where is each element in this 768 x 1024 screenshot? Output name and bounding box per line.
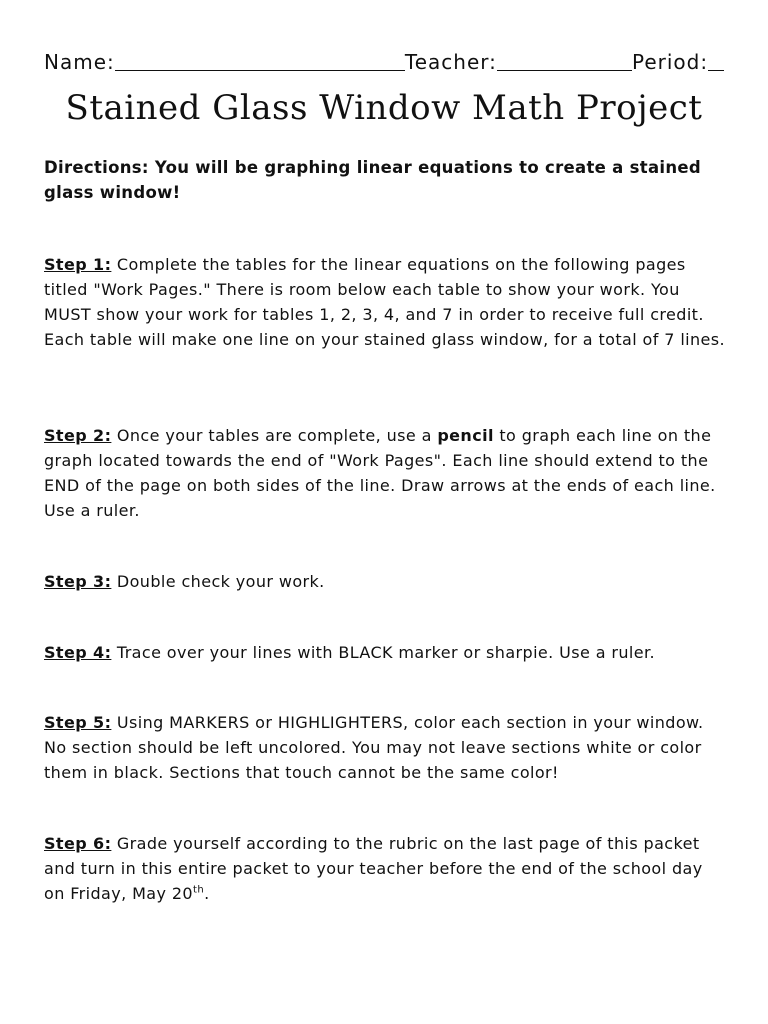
step-4-label: Step 4:: [44, 643, 112, 662]
step-5-label: Step 5:: [44, 713, 112, 732]
step-2-label: Step 2:: [44, 426, 112, 445]
step-2: [44, 423, 726, 523]
step-2-bold-word: pencil: [437, 426, 494, 445]
period-label: Period:: [632, 50, 709, 74]
page-title: Stained Glass Window Math Project: [65, 88, 703, 128]
step-4-text: Trace over your lines with BLACK marker or sharpie. Use a ruler.: [111, 643, 656, 662]
teacher-blank[interactable]: [497, 48, 632, 71]
header-fields: [44, 44, 724, 74]
step-6-label: Step 6:: [44, 834, 112, 853]
step-4: [44, 640, 726, 665]
step-3-text: Double check your work.: [111, 572, 325, 591]
name-blank[interactable]: [115, 48, 405, 71]
step-3-label: Step 3:: [44, 572, 112, 591]
name-label: Name:: [44, 50, 115, 74]
step-5-text: Using MARKERS or HIGHLIGHTERS, color each section in your window. No section should be left uncolored. You may not leave sections white or color them in black. Sections that touch cannot be the same color!: [44, 713, 704, 782]
directions-text: Directions: You will be graphing linear equations to create a stained glass window!: [44, 158, 702, 202]
step-6-end: .: [204, 884, 210, 903]
step-6-text: Grade yourself according to the rubric on the last page of this packet and turn in this entire packet to your teacher before the end of the school day on Friday, May 20: [44, 834, 703, 903]
step-5: [44, 710, 726, 785]
step-2-text-after: to graph each line on the graph located towards the end of "Work Pages". Each line should extend to the END of the page on both sides of the line. Draw arrows at the ends of each line. Use a ruler.: [44, 426, 716, 520]
step-6: [44, 831, 726, 906]
teacher-label: Teacher:: [404, 50, 497, 74]
period-blank[interactable]: [708, 48, 724, 71]
step-1-label: Step 1:: [44, 255, 112, 274]
step-1-text: Complete the tables for the linear equations on the following pages titled "Work Pages." There is room below each table to show your work. You MUST show your work for tables 1, 2, 3, 4, and 7 in order to receive full credit. Each table will make one line on your stained glass window, for a total of 7 lines.: [44, 255, 726, 349]
step-6-superscript: th: [193, 884, 205, 896]
step-1: [44, 252, 726, 352]
step-3: [44, 569, 726, 594]
step-2-text-before: Once your tables are complete, use a: [111, 426, 438, 445]
